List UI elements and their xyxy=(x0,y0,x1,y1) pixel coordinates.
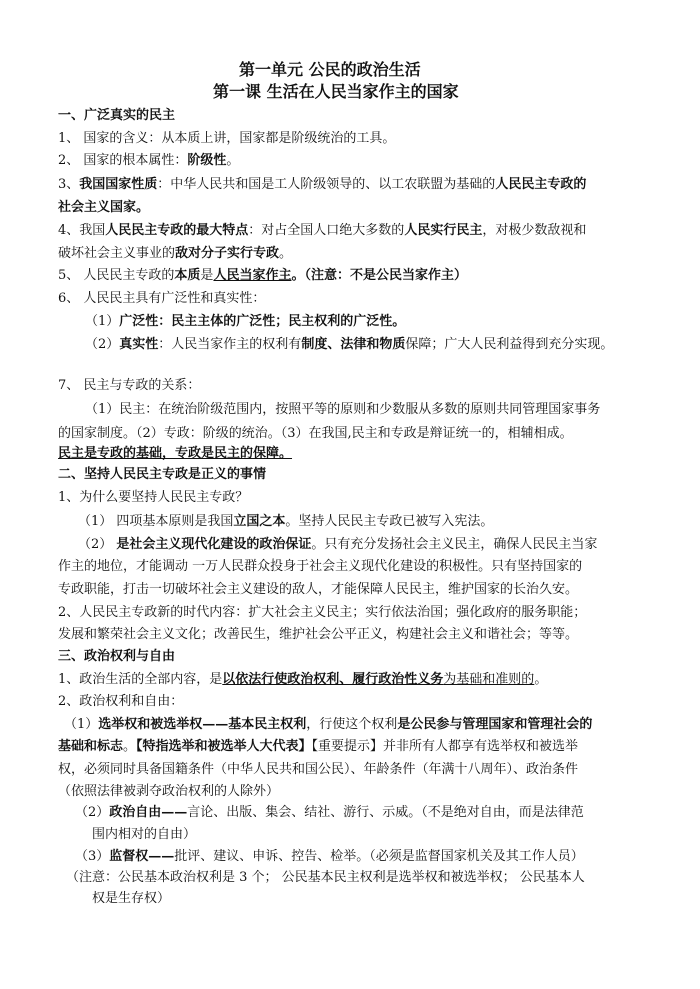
point-1: 1、政治生活的全部内容，是以依法行使政治权利、履行政治性义务为基础和准则的。 xyxy=(58,672,548,687)
answer-2: （2） 是社会主义现代化建设的政治保证。只有充分发扬社会主义民主，确保人民民主当家 xyxy=(78,537,598,552)
question-2-line-2: 发展和繁荣社会主义文化；改善民生，维护社会公平正义，构建社会主义和谐社会；等等。 xyxy=(58,627,579,642)
answer-2-line-2: 作主的地位，才能调动 一万人民群众投身于社会主义现代化建设的积极性。只有坚持国家的 xyxy=(58,559,583,574)
unit-title: 第一单元 公民的政治生活 xyxy=(239,60,421,79)
item-4-cont: 破坏社会主义事业的敌对分子实行专政。 xyxy=(58,246,293,261)
item-3-cont: 社会主义国家。 xyxy=(58,200,150,215)
right-1-line-4: （依照法律被剥夺政治权利的人除外） xyxy=(58,784,280,799)
answer-1: （1） 四项基本原则是我国立国之本。坚持人民民主专政已被写入宪法。 xyxy=(78,514,494,529)
right-3: （3）监督权——批评、建议、申诉、控告、检举。（必须是监督国家机关及其工作人员） xyxy=(75,849,584,864)
right-1: （1）选举权和被选举权——基本民主权利，行使这个权利是公民参与管理国家和管理社会的 xyxy=(64,717,593,732)
item-5: 5、 人民民主专政的本质是人民当家作主。（注意：不是公民当家作主） xyxy=(58,268,467,283)
right-1-line-2: 基础和标志。【特指选举和被选举人大代表】【重要提示】并非所有人都享有选举权和被选举 xyxy=(58,739,579,754)
question-1: 1、为什么要坚持人民民主专政？ xyxy=(58,490,249,505)
item-6-1: （1）广泛性：民主主体的广泛性；民主权利的广泛性。 xyxy=(85,314,406,329)
item-7-line-1: （1）民主：在统治阶级范围内，按照平等的原则和少数服从多数的原则共同管理国家事务 xyxy=(85,402,601,417)
right-2-line-2: 围内相对的自由） xyxy=(92,827,197,842)
point-2: 2、政治权利和自由： xyxy=(58,694,184,709)
section-heading-3: 三、政治权利与自由 xyxy=(58,649,176,664)
question-2-line-1: 2、人民民主专政新的时代内容：扩大社会主义民主；实行依法治国；强化政府的服务职能； xyxy=(58,605,587,620)
item-1: 1、 国家的含义：从本质上讲，国家都是阶级统治的工具。 xyxy=(58,131,396,146)
item-2: 2、 国家的根本属性：阶级性。 xyxy=(58,153,240,168)
note-line-2: 权是生存权） xyxy=(92,891,171,906)
item-3: 3、我国国家性质：中华人民共和国是工人阶级领导的、以工农联盟为基础的人民民主专政的 xyxy=(58,177,587,192)
lesson-title: 第一课 生活在人民当家作主的国家 xyxy=(213,82,459,101)
section-heading-2: 二、坚持人民民主专政是正义的事情 xyxy=(58,467,267,482)
item-7-line-2: 的国家制度。（2）专政：阶级的统治。（3）在我国,民主和专政是辩证统一的，相辅相成。 xyxy=(58,426,573,441)
answer-2-line-3: 专政职能，打击一切破坏社会主义建设的敌人，才能保障人民民主，维护国家的长治久安。 xyxy=(58,582,579,597)
right-1-line-3: 权，必须同时具备国籍条件（中华人民共和国公民）、年龄条件（年满十八周年）、政治条件 xyxy=(58,762,579,777)
item-7-line-3: 民主是专政的基础，专政是民主的保障。 xyxy=(58,446,293,461)
section-heading-1: 一、广泛真实的民主 xyxy=(58,108,176,123)
item-4: 4、我国人民民主专政的最大特点：对占全国人口绝大多数的人民实行民主，对极少数敌视和 xyxy=(58,223,587,238)
item-6: 6、 人民民主具有广泛性和真实性： xyxy=(58,291,266,306)
item-7: 7、 民主与专政的关系： xyxy=(58,378,201,393)
item-6-2: （2）真实性：人民当家作主的权利有制度、法律和物质保障；广大人民利益得到充分实现。 xyxy=(85,337,614,352)
right-2: （2）政治自由——言论、出版、集会、结社、游行、示威。（不是绝对自由，而是法律范 xyxy=(75,805,584,820)
note-line-1: （注意：公民基本政治权利是 3 个； 公民基本民主权利是选举权和被选举权； 公民基本人 xyxy=(66,870,585,885)
